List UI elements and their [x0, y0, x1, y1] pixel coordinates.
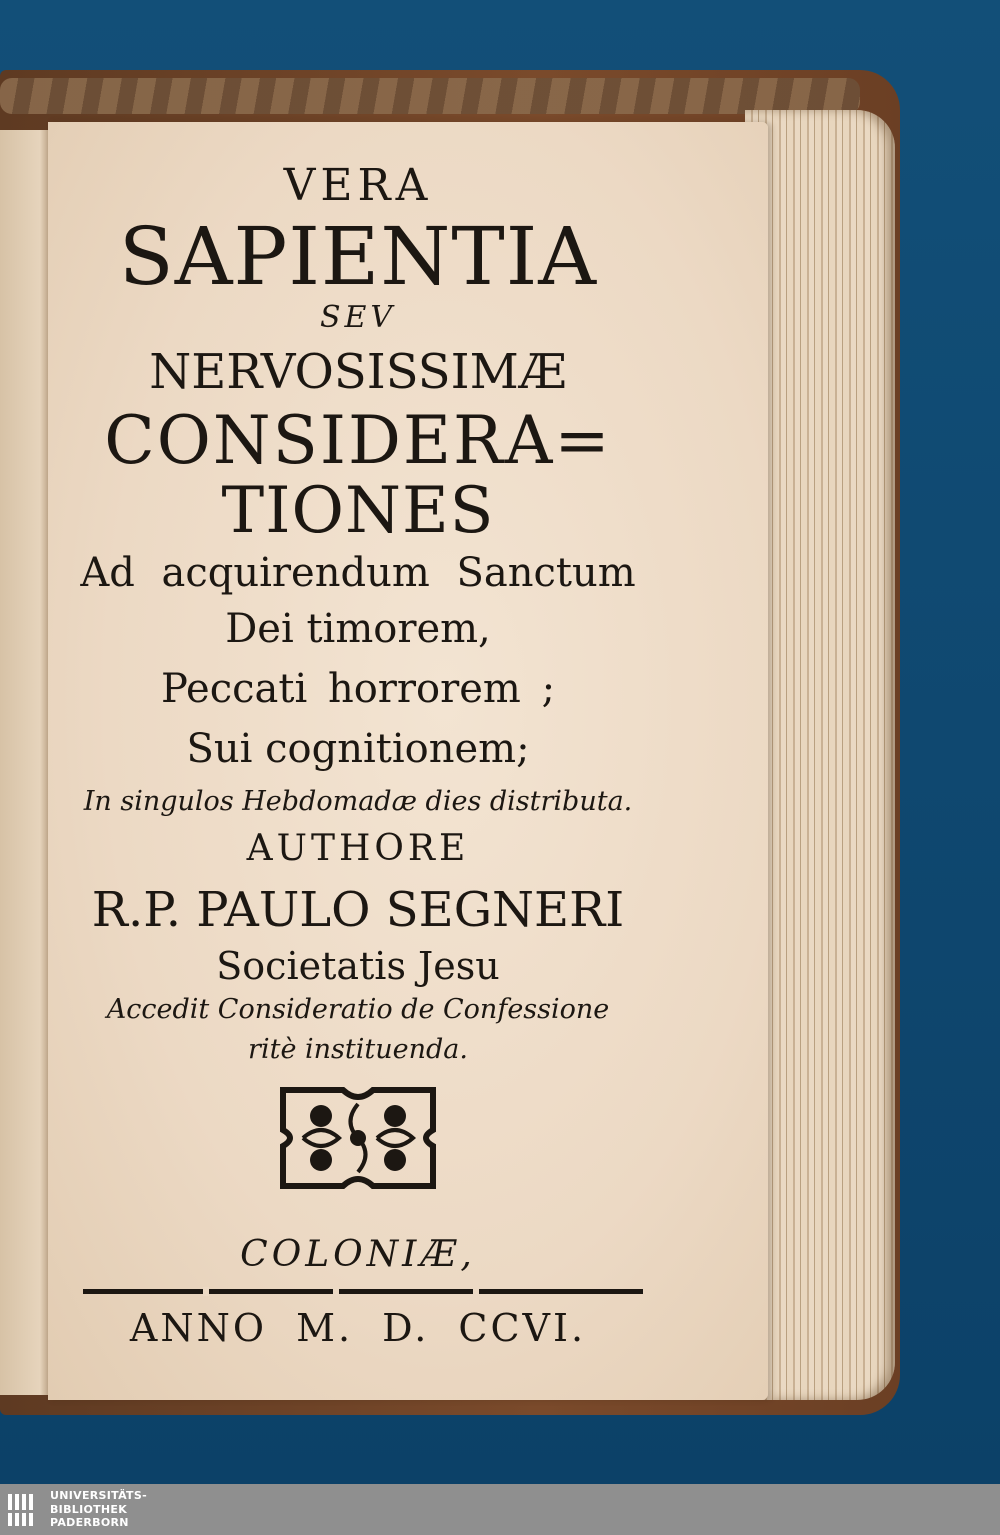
- printers-ornament-icon: [273, 1082, 443, 1194]
- library-logo-icon: [6, 1490, 36, 1530]
- binding-cord: [0, 78, 860, 114]
- title-nervosissimae: NERVOSISSIMÆ: [149, 344, 567, 400]
- title-vera: VERA: [283, 160, 433, 211]
- subtitle-line-5: In singulos Hebdomadæ dies distributa.: [83, 786, 633, 817]
- subtitle-line-3: Peccati horrorem ;: [160, 666, 556, 712]
- imprint-year: ANNO M. D. CCVI.: [129, 1306, 587, 1350]
- author-label: AUTHORE: [246, 828, 470, 869]
- author-name: R.P. PAULO SEGNERI: [91, 882, 625, 938]
- title-tiones: TIONES: [221, 474, 495, 548]
- appendix-line-2: ritè instituenda.: [248, 1034, 468, 1065]
- library-name: [50, 1489, 147, 1530]
- title-sapientia: SAPIENTIA: [118, 210, 598, 303]
- author-society: Societatis Jesu: [216, 944, 500, 988]
- title-considera: CONSIDERA=: [104, 402, 612, 479]
- library-footer: [0, 1484, 1000, 1535]
- appendix-line-1: Accedit Consideratio de Confessione: [106, 994, 610, 1025]
- library-name-line-1: UNIVERSITÄTS-: [50, 1489, 147, 1502]
- left-page-edge: [0, 130, 52, 1395]
- library-name-line-2: BIBLIOTHEK: [50, 1502, 128, 1516]
- imprint-place: COLONIÆ,: [240, 1234, 476, 1275]
- subtitle-line-2: Dei timorem,: [225, 606, 491, 652]
- library-name-line-3: PADERBORN: [50, 1516, 129, 1529]
- title-seu: SEV: [319, 300, 397, 335]
- subtitle-line-4: Sui cognitionem;: [186, 726, 530, 772]
- title-page: [48, 122, 768, 1400]
- imprint-rule: [83, 1284, 643, 1298]
- subtitle-line-1: Ad acquirendum Sanctum: [80, 550, 636, 596]
